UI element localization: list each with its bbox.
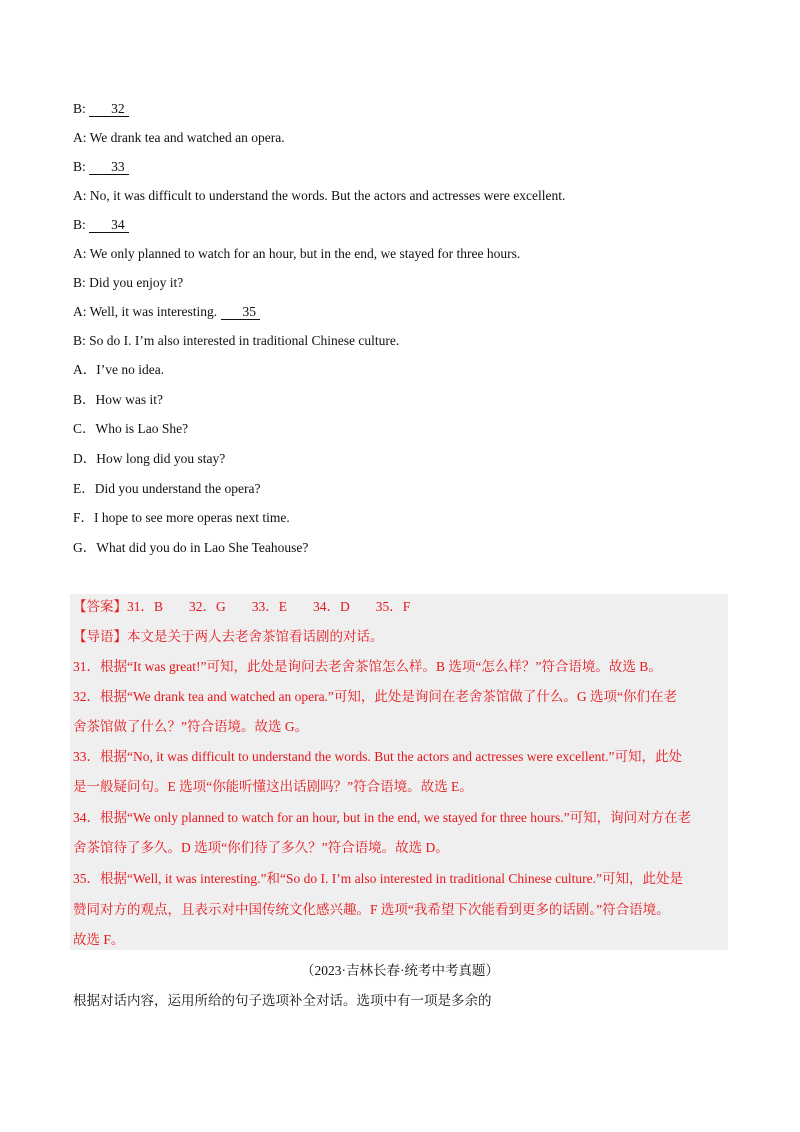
answer-blank: 34 xyxy=(89,217,129,233)
dialogue-line: B: Did you enjoy it? xyxy=(73,275,184,290)
dialogue-line: B: 32 xyxy=(73,100,129,118)
explanation-line: 35．根据“Well, it was interesting.”和“So do I. I’m also interested in traditional Chinese culture.”可知，此处是 xyxy=(73,871,684,886)
answer-item: 32．G xyxy=(189,599,226,614)
guide-label: 【导语】 xyxy=(73,629,127,644)
answer-blank: 35 xyxy=(221,304,261,320)
answer-blank: 32 xyxy=(89,101,129,117)
dialogue-line: B: 34 xyxy=(73,216,129,234)
dialogue-line: A: We only planned to watch for an hour, but in the end, we stayed for three hours. xyxy=(73,246,521,261)
explanation-line: 34．根据“We only planned to watch for an hour, but in the end, we stayed for three hours.”可知，询问对方在老 xyxy=(73,810,692,825)
answer-item: 31．B xyxy=(127,599,164,614)
answer-label: 【答案】 xyxy=(73,599,127,614)
explanation-line: 赞同对方的观点，且表示对中国传统文化感兴趣。F 选项“我希望下次能看到更多的话剧。”符合语境。 xyxy=(73,902,670,917)
explanation-line: 是一般疑问句。E 选项“你能听懂这出话剧吗？”符合语境。故选 E。 xyxy=(73,779,473,794)
option-item: A．I’ve no idea. xyxy=(73,362,165,377)
answer-panel xyxy=(70,594,728,950)
dialogue-line: B: So do I. I’m also interested in traditional Chinese culture. xyxy=(73,333,400,348)
option-item: B．How was it? xyxy=(73,392,164,407)
explanation-line: 舍茶馆做了什么？”符合语境。故选 G。 xyxy=(73,719,309,734)
dialogue-line: A: We drank tea and watched an opera. xyxy=(73,130,285,145)
answer-item: 35．F xyxy=(375,599,411,614)
question-source: （2023·吉林长春·统考中考真题） xyxy=(301,963,499,978)
dialogue-line: A: Well, it was interesting. 35 xyxy=(73,303,260,321)
explanation-line: 33．根据“No, it was difficult to understand the words. But the actors and actresses were excellent.”可知，此处 xyxy=(73,749,682,764)
option-item: F．I hope to see more operas next time. xyxy=(73,510,290,525)
option-item: D．How long did you stay? xyxy=(73,451,226,466)
explanation-line: 32．根据“We drank tea and watched an opera.”可知，此处是询问在老舍茶馆做了什么。G 选项“你们在老 xyxy=(73,689,678,704)
explanation-line: 31．根据“It was great!”可知，此处是询问去老舍茶馆怎么样。B 选项“怎么样？”符合语境。故选 B。 xyxy=(73,659,662,674)
guide-text: 本文是关于两人去老舍茶馆看话剧的对话。 xyxy=(127,629,384,644)
option-item: E．Did you understand the opera? xyxy=(73,481,261,496)
answer-item: 33．E xyxy=(251,599,288,614)
option-item: C．Who is Lao She? xyxy=(73,421,189,436)
option-item: G．What did you do in Lao She Teahouse? xyxy=(73,540,309,555)
explanation-line: 故选 F。 xyxy=(73,932,125,947)
dialogue-line: A: No, it was difficult to understand the words. But the actors and actresses were excellent. xyxy=(73,188,566,203)
answer-blank: 33 xyxy=(89,159,129,175)
answer-item: 34．D xyxy=(313,599,350,614)
explanation-line: 舍茶馆待了多久。D 选项“你们待了多久？”符合语境。故选 D。 xyxy=(73,840,449,855)
dialogue-line: B: 33 xyxy=(73,158,129,176)
guide-line xyxy=(73,628,384,646)
question-instruction: 根据对话内容，运用所给的句子选项补全对话。选项中有一项是多余的 xyxy=(73,993,492,1008)
answer-line xyxy=(73,598,436,616)
